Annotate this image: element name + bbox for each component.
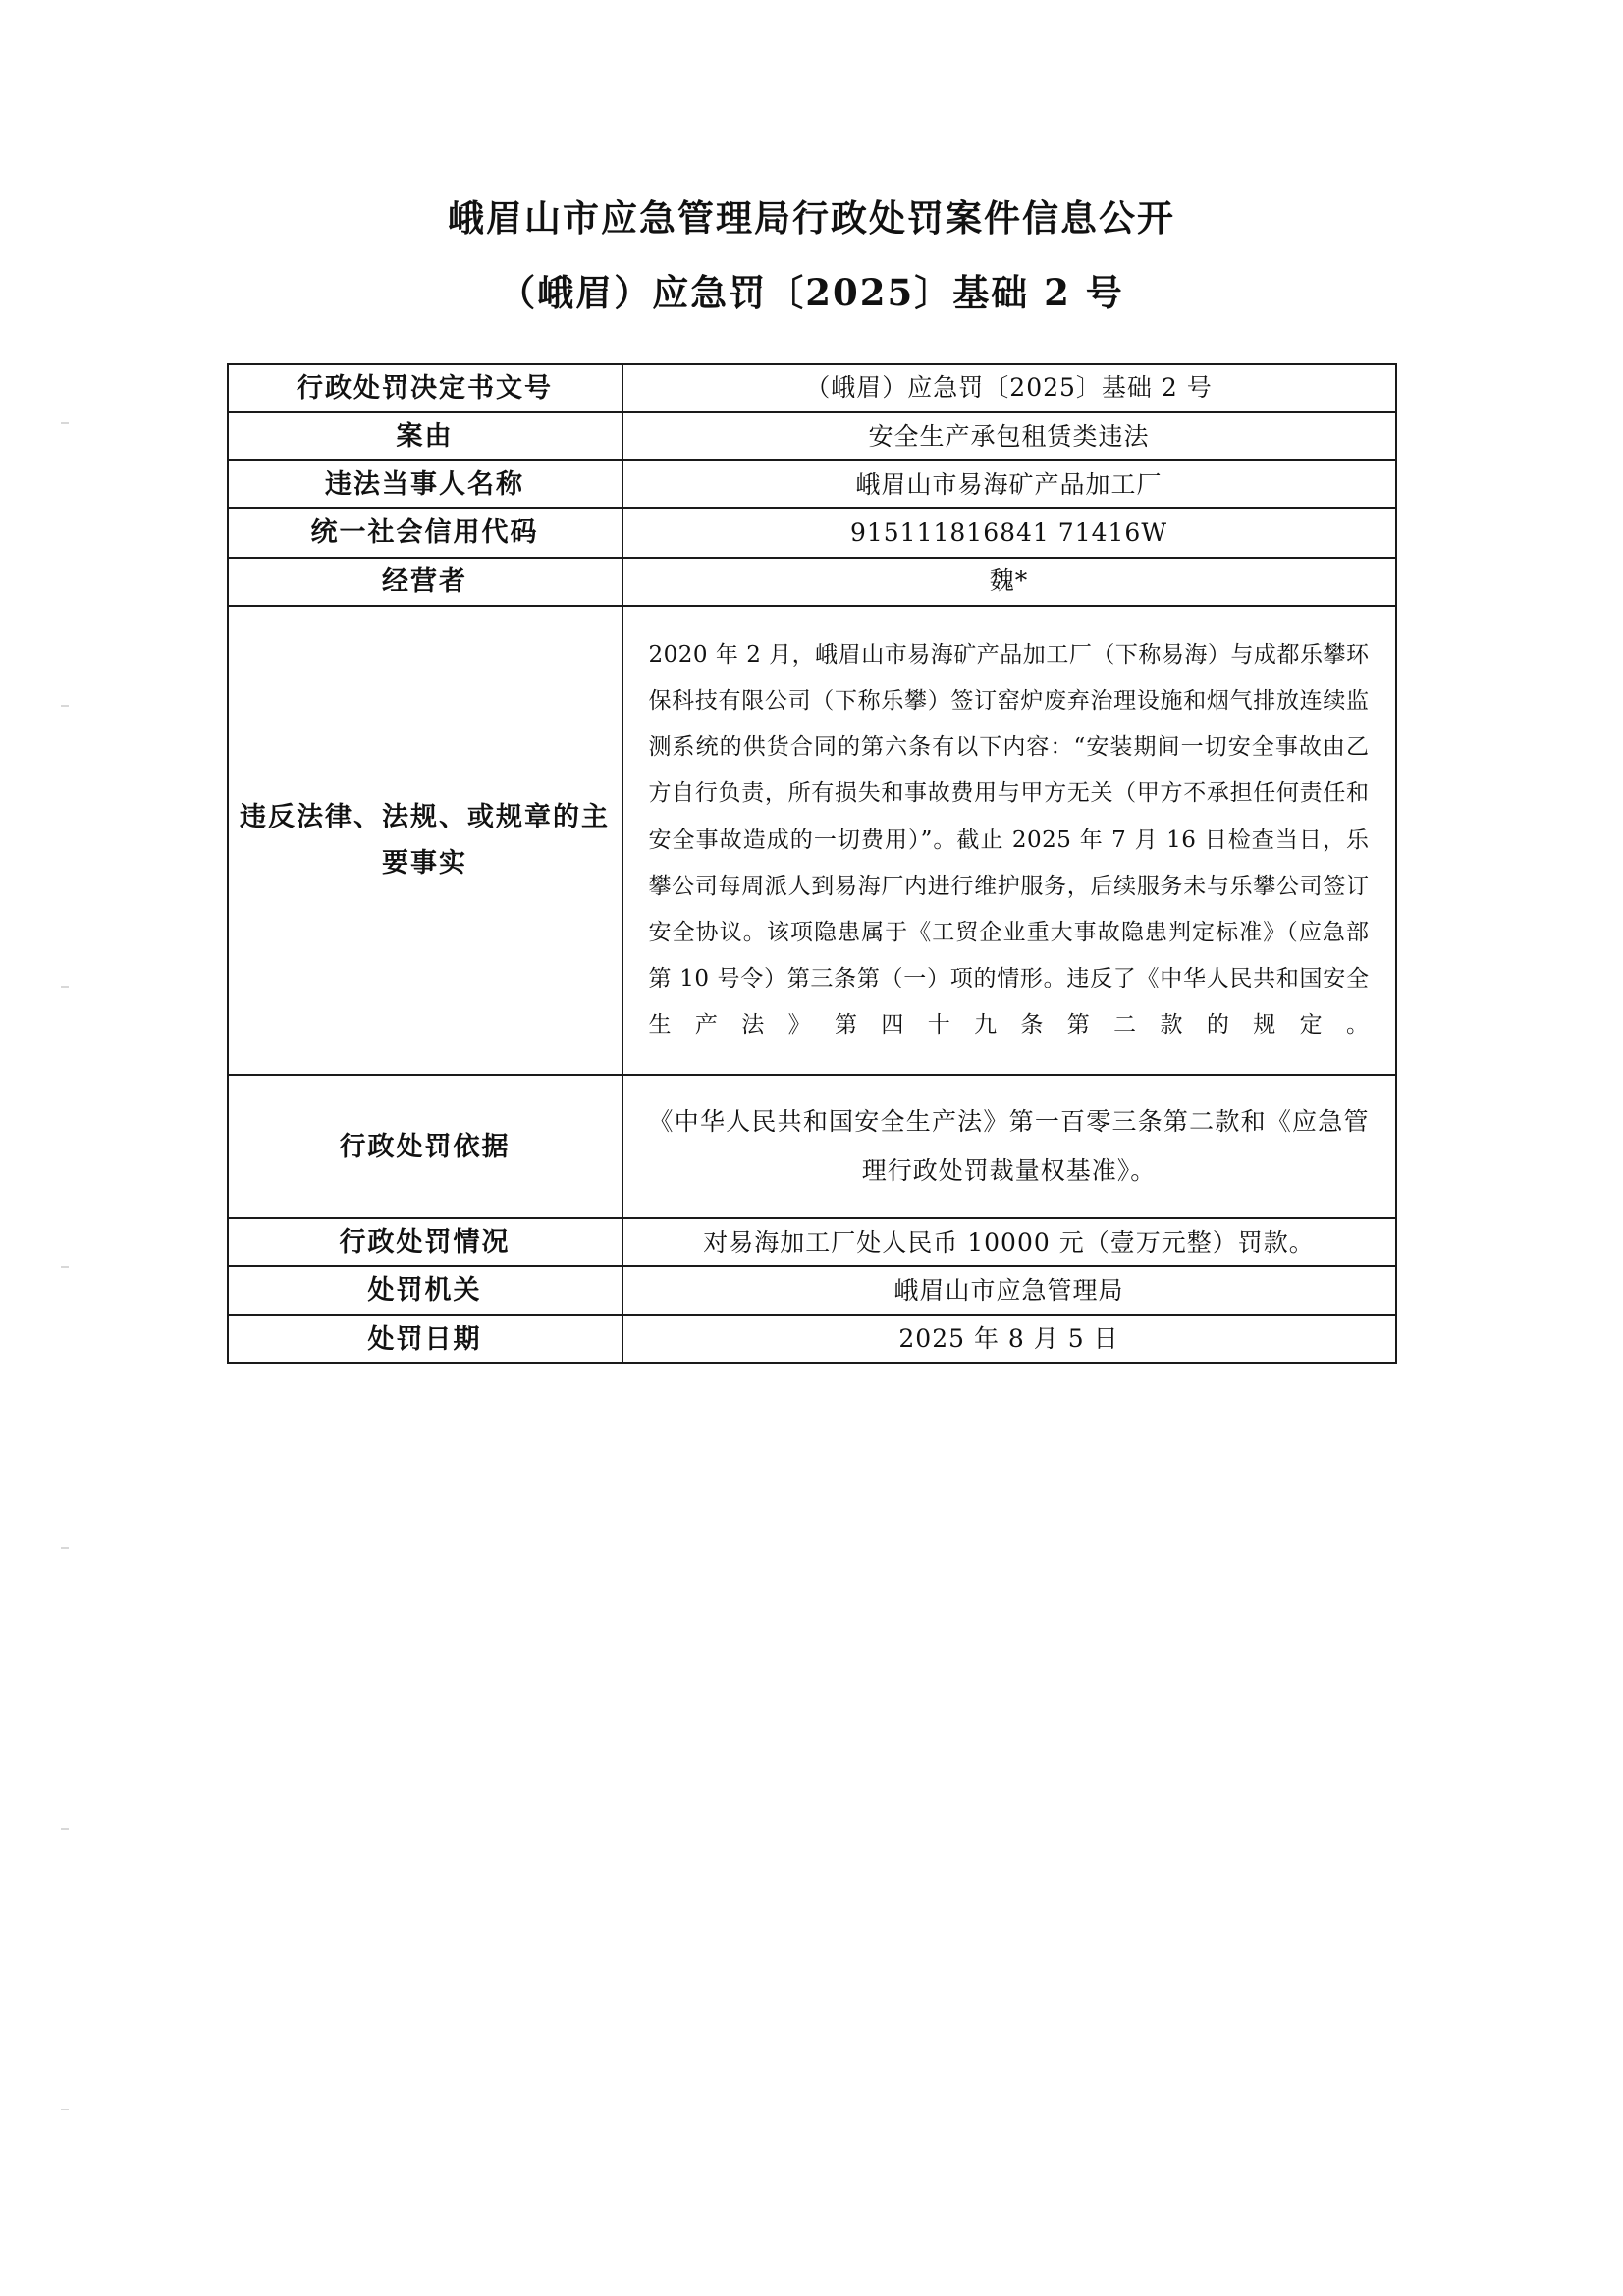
- row-value-violation-facts: 2020 年 2 月，峨眉山市易海矿产品加工厂（下称易海）与成都乐攀环保科技有限公司（下称乐攀）签订窑炉废弃治理设施和烟气排放连续监测系统的供货合同的第六条有以下内容：“安装期间一切安全事故由乙方自行负责，所有损失和事故费用与甲方无关（甲方不承担任何责任和安全事故造成的一切费用）”。截止 2025 年 7 月 16 日检查当日，乐攀公司每周派人到易海厂内进行维护服务，后续服务未与乐攀公司签订安全协议。该项隐患属于《工贸企业重大事故隐患判定标准》（应急部第 10 号令）第三条第（一）项的情形。违反了《中华人民共和国安全生产法》第四十九条第二款的规定。: [622, 606, 1396, 1075]
- row-value-operator: 魏*: [622, 558, 1396, 606]
- table-row: [228, 558, 1396, 606]
- table-row: [228, 1218, 1396, 1266]
- page-title: 峨眉山市应急管理局行政处罚案件信息公开: [448, 196, 1175, 240]
- row-label-decision-number: 行政处罚决定书文号: [228, 364, 622, 412]
- page-edge-mark: [61, 1547, 69, 1549]
- row-label-party-name: 违法当事人名称: [228, 460, 622, 508]
- table-row: [228, 1266, 1396, 1314]
- table-row: [228, 460, 1396, 508]
- table-row: [228, 508, 1396, 557]
- table-row: [228, 1315, 1396, 1363]
- table-row: [228, 412, 1396, 460]
- row-label-operator: 经营者: [228, 558, 622, 606]
- page-subtitle: （峨眉）应急罚〔2025〕基础 2 号: [499, 270, 1124, 314]
- row-value-penalty-date: 2025 年 8 月 5 日: [622, 1315, 1396, 1363]
- page-edge-mark: [61, 1828, 69, 1830]
- row-label-violation-facts: 违反法律、法规、或规章的主要事实: [228, 606, 622, 1075]
- table-row: [228, 364, 1396, 412]
- row-value-party-name: 峨眉山市易海矿产品加工厂: [622, 460, 1396, 508]
- penalty-info-table: [227, 363, 1397, 1364]
- row-label-authority: 处罚机关: [228, 1266, 622, 1314]
- row-value-authority: 峨眉山市应急管理局: [622, 1266, 1396, 1314]
- row-value-case-reason: 安全生产承包租赁类违法: [622, 412, 1396, 460]
- row-label-penalty-date: 处罚日期: [228, 1315, 622, 1363]
- row-value-penalty-detail: 对易海加工厂处人民币 10000 元（壹万元整）罚款。: [622, 1218, 1396, 1266]
- row-value-decision-number: （峨眉）应急罚〔2025〕基础 2 号: [622, 364, 1396, 412]
- page-edge-mark: [61, 422, 69, 424]
- row-label-legal-basis: 行政处罚依据: [228, 1075, 622, 1218]
- row-label-case-reason: 案由: [228, 412, 622, 460]
- document-title-block: [0, 191, 1623, 322]
- row-value-credit-code: 915111816841 71416W: [622, 508, 1396, 557]
- table-row: [228, 606, 1396, 1075]
- page-edge-mark: [61, 2109, 69, 2110]
- row-label-credit-code: 统一社会信用代码: [228, 508, 622, 557]
- page-edge-mark: [61, 1266, 69, 1268]
- page-edge-mark: [61, 986, 69, 988]
- page-edge-mark: [61, 705, 69, 707]
- row-label-penalty-detail: 行政处罚情况: [228, 1218, 622, 1266]
- row-value-legal-basis: 《中华人民共和国安全生产法》第一百零三条第二款和《应急管理行政处罚裁量权基准》。: [622, 1075, 1396, 1218]
- table-row: [228, 1075, 1396, 1218]
